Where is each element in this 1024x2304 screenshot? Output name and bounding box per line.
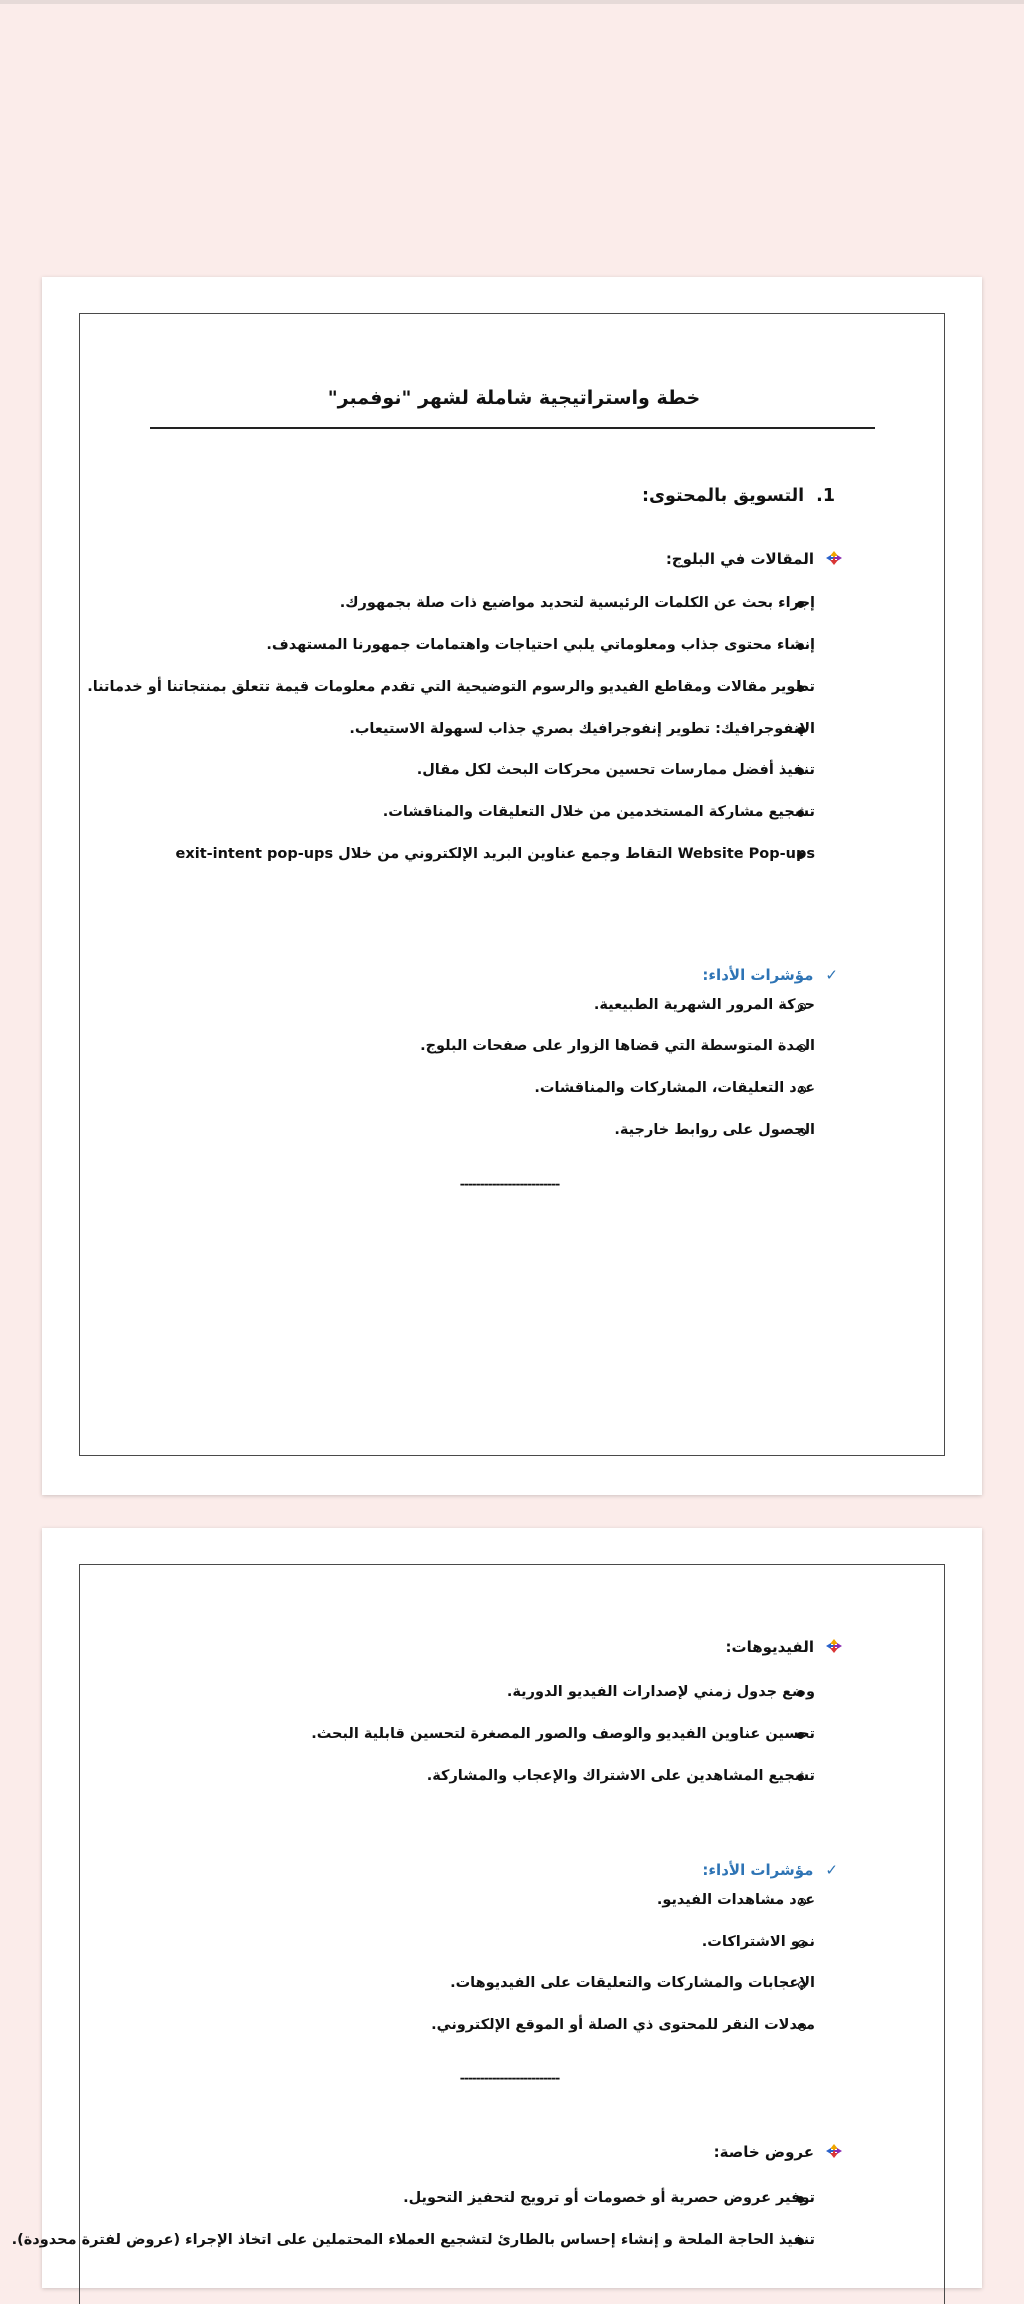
- section-title: التسويق بالمحتوى:: [642, 486, 805, 506]
- blog-item: إنشاء محتوى جذاب ومعلوماتي يلبي احتياجات واهتمامات جمهورنا المستهدف.: [266, 637, 815, 653]
- video-item: تشجيع المشاهدين على الاشتراك والإعجاب والمشاركة.: [426, 1768, 815, 1784]
- kpi-heading-text: مؤشرات الأداء:: [702, 1861, 814, 1879]
- section-divider: -------------------------: [459, 1177, 560, 1191]
- kpi-item: الحصول على روابط خارجية.: [614, 1122, 815, 1138]
- viewer-top-bar: [0, 0, 1024, 4]
- video-item: تحسين عناوين الفيديو والوصف والصور المصغرة لتحسين قابلية البحث.: [311, 1726, 815, 1742]
- kpi-heading: [702, 964, 838, 986]
- colored-arrow-icon: [824, 2142, 842, 2164]
- offers-heading-text: عروض خاصة:: [713, 2143, 814, 2161]
- blog-heading: [666, 548, 842, 571]
- video-item: وضع جدول زمني لإصدارات الفيديو الدورية.: [506, 1684, 815, 1700]
- videos-heading-text: الفيديوهات:: [725, 1638, 814, 1656]
- kpi-item: نمو الاشتراكات.: [701, 1934, 815, 1950]
- section-number: 1.: [816, 486, 835, 506]
- offer-item: تنفيذ الحاجة الملحة و إنشاء إحساس بالطارئ لتشجيع العملاء المحتملين على اتخاذ الإجراء (عروض لفترة محدودة).: [11, 2232, 815, 2248]
- document-page-2: [11, 1528, 982, 2288]
- kpi-heading: [702, 1859, 838, 1881]
- kpi-item: معدلات النقر للمحتوى ذي الصلة أو الموقع الإلكتروني.: [431, 2017, 815, 2033]
- section-divider: -------------------------: [459, 2071, 560, 2085]
- offers-heading: [714, 2141, 842, 2164]
- check-icon: ✓: [825, 1861, 838, 1879]
- colored-arrow-icon: [824, 549, 842, 571]
- kpi-item: حركة المرور الشهرية الطبيعية.: [593, 997, 815, 1013]
- section-heading: [642, 483, 835, 509]
- kpi-item: عدد مشاهدات الفيديو.: [656, 1892, 815, 1908]
- document-page-1: [42, 277, 982, 1495]
- videos-heading: [726, 1636, 843, 1659]
- blog-heading-text: المقالات في البلوج:: [665, 550, 814, 568]
- blog-item: تنفيذ أفضل ممارسات تحسين محركات البحث لكل مقال.: [416, 762, 815, 778]
- blog-item: تطوير مقالات ومقاطع الفيديو والرسوم التوضيحية التي تقدم معلومات قيمة تتعلق بمنتجاتنا أو خدماتنا.: [87, 679, 815, 695]
- kpi-item: عدد التعليقات، المشاركات والمناقشات.: [534, 1080, 815, 1096]
- offer-item: توفير عروض حصرية أو خصومات أو ترويج لتحفيز التحويل.: [403, 2190, 815, 2206]
- check-icon: ✓: [825, 966, 838, 984]
- blog-item: تشجيع مشاركة المستخدمين من خلال التعليقات والمناقشات.: [382, 804, 815, 820]
- blog-item: إجراء بحث عن الكلمات الرئيسية لتحديد مواضيع ذات صلة بجمهورك.: [339, 595, 815, 611]
- kpi-heading-text: مؤشرات الأداء:: [702, 966, 814, 984]
- colored-arrow-icon: [824, 1637, 842, 1659]
- title-underline: [150, 427, 875, 429]
- kpi-item: المدة المتوسطة التي قضاها الزوار على صفحات البلوج.: [420, 1038, 815, 1054]
- kpi-item: الإعجابات والمشاركات والتعليقات على الفيديوهات.: [450, 1975, 815, 1991]
- document-title: خطة واستراتيجية شاملة لشهر "نوفمبر": [327, 387, 701, 409]
- blog-item: الإنفوجرافيك: تطوير إنفوجرافيك بصري جذاب لسهولة الاستيعاب.: [349, 721, 815, 737]
- blog-item: Website Pop-ups التقاط وجمع عناوين البريد الإلكتروني من خلال exit-intent pop-ups: [175, 846, 815, 862]
